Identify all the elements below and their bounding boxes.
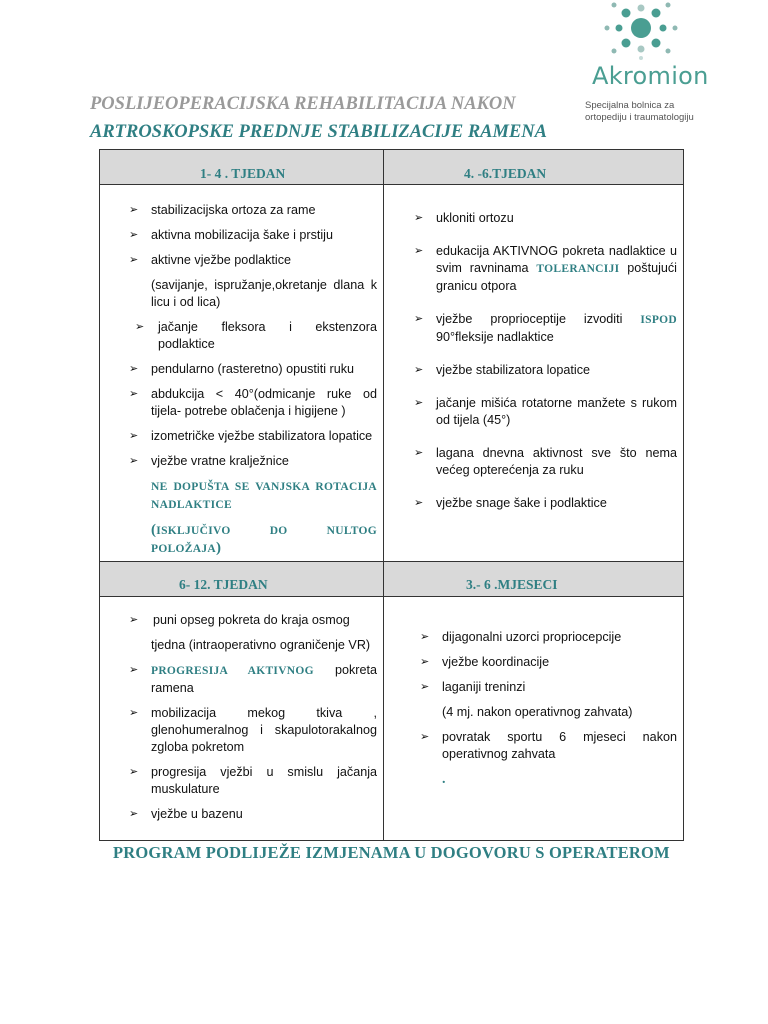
- list-item: ➢ stabilizacijska ortoza za rame: [129, 203, 316, 217]
- list-item: ➢ izometričke vježbe stabilizatora lopatice: [129, 429, 373, 443]
- arrow-bullet-icon: ➢: [414, 313, 424, 325]
- arrow-bullet-icon: ➢: [129, 204, 139, 216]
- logo-brand-name: Akromion: [592, 62, 709, 90]
- logo-subtitle-line1: Specijalna bolnica za: [585, 100, 675, 111]
- arrow-bullet-icon: ➢: [129, 707, 139, 719]
- arrow-bullet-icon: ➢: [129, 664, 139, 676]
- list-item: ➢ povratak sportu 6 mjeseci nakon operativnog zahvata: [420, 730, 677, 761]
- list-item-detail: tjedna (intraoperativno ograničenje VR): [151, 638, 371, 652]
- list-item-detail: (savijanje, ispružanje,okretanje dlana k licu i od lica): [151, 278, 377, 309]
- cell-weeks-4-6: [414, 210, 677, 512]
- document-title-line1: POSLIJEOPERACIJSKA REHABILITACIJA NAKON: [90, 94, 516, 114]
- stray-dot: .: [442, 772, 446, 787]
- akromion-logo: [585, 0, 715, 130]
- header-weeks-6-12: 6- 12. TJEDAN: [179, 577, 268, 592]
- arrow-bullet-icon: ➢: [414, 212, 424, 224]
- arrow-bullet-icon: ➢: [420, 631, 430, 643]
- arrow-bullet-icon: ➢: [420, 731, 430, 743]
- cell-weeks-1-4: [129, 202, 377, 558]
- footer-note: PROGRAM PODLIJEŽE IZMJENAMA U DOGOVORU S OPERATEROM: [113, 843, 670, 862]
- arrow-bullet-icon: ➢: [420, 681, 430, 693]
- arrow-bullet-icon: ➢: [414, 397, 424, 409]
- arrow-bullet-icon: ➢: [414, 245, 424, 257]
- list-item: ➢ pendularno (rasteretno) opustiti ruku: [129, 362, 355, 376]
- list-item: ➢ ukloniti ortozu: [414, 211, 514, 225]
- list-item: ➢ abdukcija < 40°(odmicanje ruke od tijela- potrebe oblačenja i higijene ): [129, 387, 377, 418]
- list-item: ➢ PROGRESIJA AKTIVNOG pokreta ramena: [129, 663, 377, 695]
- table-divider: [383, 149, 384, 841]
- list-item: ➢ aktivne vježbe podlaktice: [129, 253, 292, 267]
- list-item: ➢ lagana dnevna aktivnost sve što nema većeg opterećenja za ruku: [414, 446, 677, 477]
- list-item: ➢ vježbe stabilizatora lopatice: [414, 363, 591, 377]
- arrow-bullet-icon: ➢: [135, 321, 145, 333]
- list-item: ➢ progresija vježbi u smislu jačanja muskulature: [129, 765, 377, 796]
- header-weeks-4-6: 4. -6.TJEDAN: [464, 166, 547, 181]
- warning-neutral-position: (ISKLJUČIVO DO NULTOG POLOŽAJA): [151, 522, 377, 556]
- arrow-bullet-icon: ➢: [129, 614, 139, 626]
- list-item: ➢ vježbe koordinacije: [420, 655, 550, 669]
- arrow-bullet-icon: ➢: [129, 808, 139, 820]
- arrow-bullet-icon: ➢: [129, 363, 139, 375]
- header-months-3-6: 3.- 6 .MJESECI: [466, 577, 558, 592]
- logo-dots-icon: [593, 0, 703, 62]
- list-item: ➢ vježbe u bazenu: [129, 807, 243, 821]
- list-item-detail: (4 mj. nakon operativnog zahvata): [442, 705, 633, 719]
- cell-months-3-6: [420, 629, 677, 788]
- arrow-bullet-icon: ➢: [129, 254, 139, 266]
- list-item: ➢ dijagonalni uzorci propriocepcije: [420, 630, 622, 644]
- list-item: ➢ laganiji treninzi: [420, 680, 526, 694]
- warning-no-external-rotation: NE DOPUŠTA SE VANJSKA ROTACIJA NADLAKTICE: [151, 481, 377, 511]
- list-item: ➢ vježbe snage šake i podlaktice: [414, 496, 607, 510]
- list-item: ➢ jačanje mišića rotatorne manžete s rukom od tijela (45°): [414, 396, 677, 427]
- arrow-bullet-icon: ➢: [129, 430, 139, 442]
- list-item: ➢ mobilizacija mekog tkiva , glenohumeralnog i skapulotorakalnog zgloba pokretom: [129, 706, 377, 754]
- cell-weeks-6-12: [129, 612, 377, 823]
- arrow-bullet-icon: ➢: [129, 766, 139, 778]
- list-item: ➢ vježbe vratne kralježnice: [129, 454, 289, 468]
- arrow-bullet-icon: ➢: [414, 447, 424, 459]
- arrow-bullet-icon: ➢: [420, 656, 430, 668]
- list-item: ➢ vježbe proprioceptije izvoditi ISPOD 90°fleksije nadlaktice: [414, 312, 677, 344]
- arrow-bullet-icon: ➢: [414, 497, 424, 509]
- list-item: ➢ aktivna mobilizacija šake i prstiju: [129, 228, 333, 242]
- list-item: ➢ jačanje fleksora i ekstenzora podlaktice: [135, 320, 377, 351]
- table-header-row-1: [100, 150, 683, 185]
- logo-subtitle: [585, 100, 694, 124]
- document-title-line2: ARTROSKOPSKE PREDNJE STABILIZACIJE RAMENA: [90, 122, 547, 142]
- logo-subtitle-line2: ortopediju i traumatologiju: [585, 112, 694, 123]
- header-weeks-1-4: 1- 4 . TJEDAN: [200, 166, 286, 181]
- arrow-bullet-icon: ➢: [414, 364, 424, 376]
- list-item: ➢ puni opseg pokreta do kraja osmog: [129, 613, 350, 627]
- arrow-bullet-icon: ➢: [129, 229, 139, 241]
- arrow-bullet-icon: ➢: [129, 388, 139, 400]
- list-item: ➢ edukacija AKTIVNOG pokreta nadlaktice u svim ravninama TOLERANCIJI poštujući granicu otpora: [414, 244, 677, 293]
- arrow-bullet-icon: ➢: [129, 455, 139, 467]
